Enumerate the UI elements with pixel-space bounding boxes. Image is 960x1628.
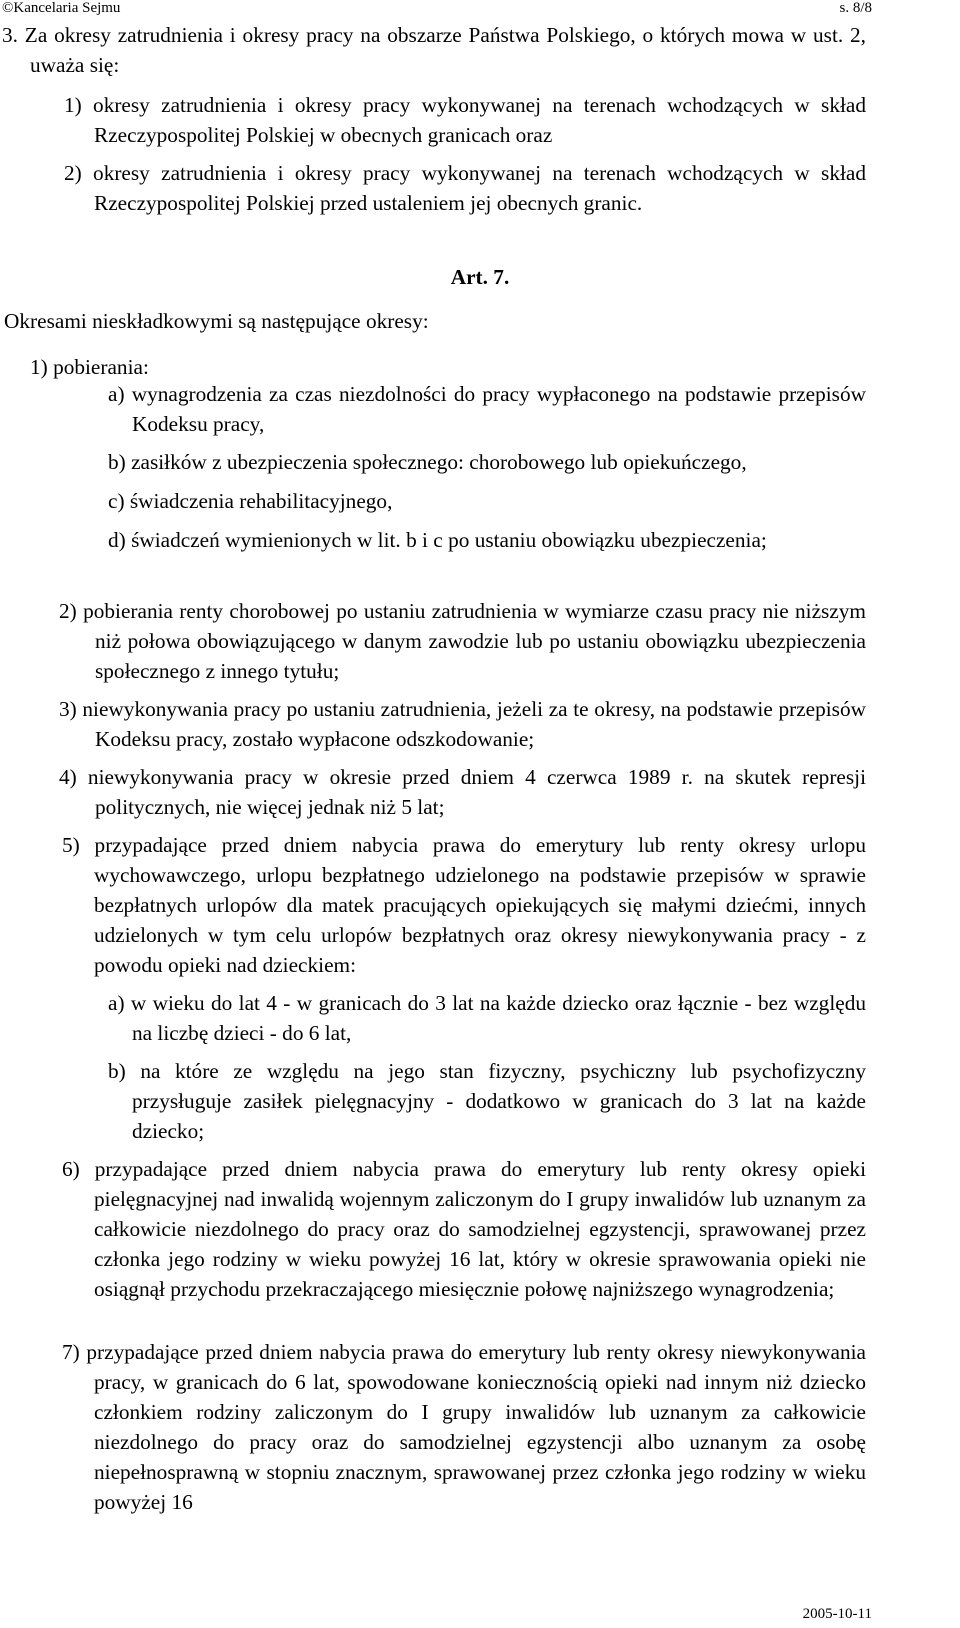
point-5-letter-a: a) w wieku do lat 4 - w granicach do 3 lat na każde dziecko oraz łącznie - bez względu na liczbę dzieci - do 6 lat, <box>108 991 866 1045</box>
header-publisher: ©Kancelaria Sejmu <box>2 0 121 16</box>
point-1-letter-a: a) wynagrodzenia za czas niezdolności do pracy wypłaconego na podstawie przepisów Kodeksu pracy, <box>108 382 866 436</box>
point-7: 7) przypadające przed dniem nabycia prawa do emerytury lub renty okresy niewykonywania pracy, w granicach do 6 lat, spowodowane koniecznością opieki nad innym niż dziecko członkiem rodziny zaliczonym do I grupy inwalidów lub uznanym za całkowicie niezdolnego do pracy oraz do samodzielnej egzystencji albo uznanym za osobę niepełnosprawną w stopniu znacznym, sprawowanej przez członka jego rodziny w wieku powyżej 16 <box>62 1340 866 1514</box>
point-5-letter-b: b) na które ze względu na jego stan fizyczny, psychiczny lub psychofizyczny przysługuje zasiłek pielęgnacyjny - dodatkowo w granicach do 3 lat na każde dziecko; <box>108 1059 866 1143</box>
point-6: 6) przypadające przed dniem nabycia prawa do emerytury lub renty okresy opieki pielęgnacyjnej nad inwalidą wojennym zaliczonym do I grupy inwalidów lub uznanym za całkowicie niezdolnego do pracy oraz do samodzielnej egzystencji, sprawowanej przez członka jego rodziny w wieku powyżej 16 lat, który w okresie sprawowania opieki nie osiągnął przychodu przekraczającego miesięcznie połowę najniższego wynagrodzenia; <box>62 1157 866 1301</box>
art6-item-2: 2) okresy zatrudnienia i okresy pracy wykonywanej na terenach wchodzących w skład Rzeczypospolitej Polskiej przed ustaleniem jej obecnych granic. <box>64 161 866 215</box>
article-heading: Art. 7. <box>450 265 510 289</box>
point-2: 2) pobierania renty chorobowej po ustaniu zatrudnienia w wymiarze czasu pracy nie niższym niż połowa obowiązującego w danym zawodzie lub po ustaniu obowiązku ubezpieczenia społecznego z innego tytułu; <box>59 599 866 683</box>
article-intro: Okresami nieskładkowymi są następujące okresy: <box>4 309 429 333</box>
point-1-lead: 1) pobierania: <box>30 355 149 379</box>
art6-paragraph-3-block <box>2 20 866 80</box>
art6-paragraph-3: 3. Za okresy zatrudnienia i okresy pracy na obszarze Państwa Polskiego, o których mowa w ust. 2, uważa się: <box>2 23 866 77</box>
point-3: 3) niewykonywania pracy po ustaniu zatrudnienia, jeżeli za te okresy, na podstawie przepisów Kodeksu pracy, zostało wypłacone odszkodowanie; <box>59 697 866 751</box>
footer-date: 2005-10-11 <box>802 1606 872 1622</box>
point-4: 4) niewykonywania pracy w okresie przed dniem 4 czerwca 1989 r. na skutek represji politycznych, nie więcej jednak niż 5 lat; <box>59 765 866 819</box>
page-number: s. 8/8 <box>839 0 872 16</box>
point-1-letter-b: b) zasiłków z ubezpieczenia społecznego: chorobowego lub opiekuńczego, <box>108 450 747 474</box>
point-1-letter-d: d) świadczeń wymienionych w lit. b i c po ustaniu obowiązku ubezpieczenia; <box>108 528 767 552</box>
point-5: 5) przypadające przed dniem nabycia prawa do emerytury lub renty okresy urlopu wychowawczego, urlopu bezpłatnego udzielonego na podstawie przepisów w sprawie bezpłatnych urlopów dla matek pracujących opiekujących się małymi dziećmi, innych udzielonych w tym celu urlopów bezpłatnych oraz okresy niewykonywania pracy - z powodu opieki nad dzieckiem: <box>62 833 866 977</box>
art6-item-1: 1) okresy zatrudnienia i okresy pracy wykonywanej na terenach wchodzących w skład Rzeczypospolitej Polskiej w obecnych granicach oraz <box>64 93 866 147</box>
point-1-letter-c: c) świadczenia rehabilitacyjnego, <box>108 489 393 513</box>
